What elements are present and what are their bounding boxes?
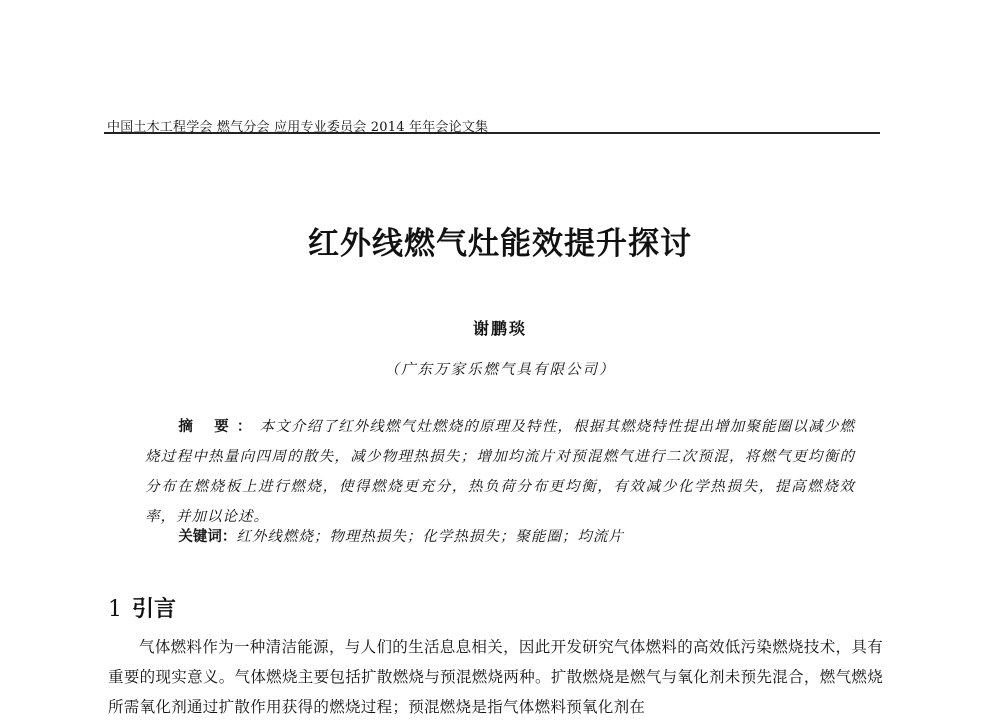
section-paragraph: 气体燃料作为一种清洁能源，与人们的生活息息相关，因此开发研究气体燃料的高效低污染燃烧技术，具有重要的现实意义。气体燃烧主要包括扩散燃烧与预混燃烧两种。扩散燃烧是燃气与氧化剂未预先混合，燃气燃烧所需氧化剂通过扩散作用获得的燃烧过程；预混燃烧是指气体燃料预氧化剂在 bbox=[108, 638, 883, 716]
keywords-label: 关键词： bbox=[178, 528, 237, 545]
section-number: 1 bbox=[108, 597, 122, 622]
abstract bbox=[145, 412, 855, 532]
section-title: 引言 bbox=[132, 596, 177, 622]
paper-title: 红外线燃气灶能效提升探讨 bbox=[308, 226, 692, 262]
author-name: 谢鹏琰 bbox=[472, 319, 527, 338]
header-rule bbox=[104, 132, 880, 134]
running-header: 中国土木工程学会 燃气分会 应用专业委员会 2014 年年会论文集 bbox=[107, 120, 489, 135]
abstract-text: 本文介绍了红外线燃气灶燃烧的原理及特性，根据其燃烧特性提出增加聚能圈以减少燃烧过程中热量向四周的散失，减少物理热损失；增加均流片对预混燃气进行二次预混，将燃气更均衡的分布在燃烧板上进行燃烧，使得燃烧更充分，热负荷分布更均衡，有效减少化学热损失，提高燃烧效率，并加以论述。 bbox=[145, 419, 855, 525]
keywords bbox=[145, 522, 855, 552]
keywords-text: 红外线燃烧；物理热损失；化学热损失；聚能圈；均流片 bbox=[236, 529, 624, 545]
abstract-label: 摘 要： bbox=[178, 418, 260, 435]
author-affiliation: （广东万家乐燃气具有限公司） bbox=[384, 362, 616, 378]
section-heading bbox=[108, 592, 176, 623]
